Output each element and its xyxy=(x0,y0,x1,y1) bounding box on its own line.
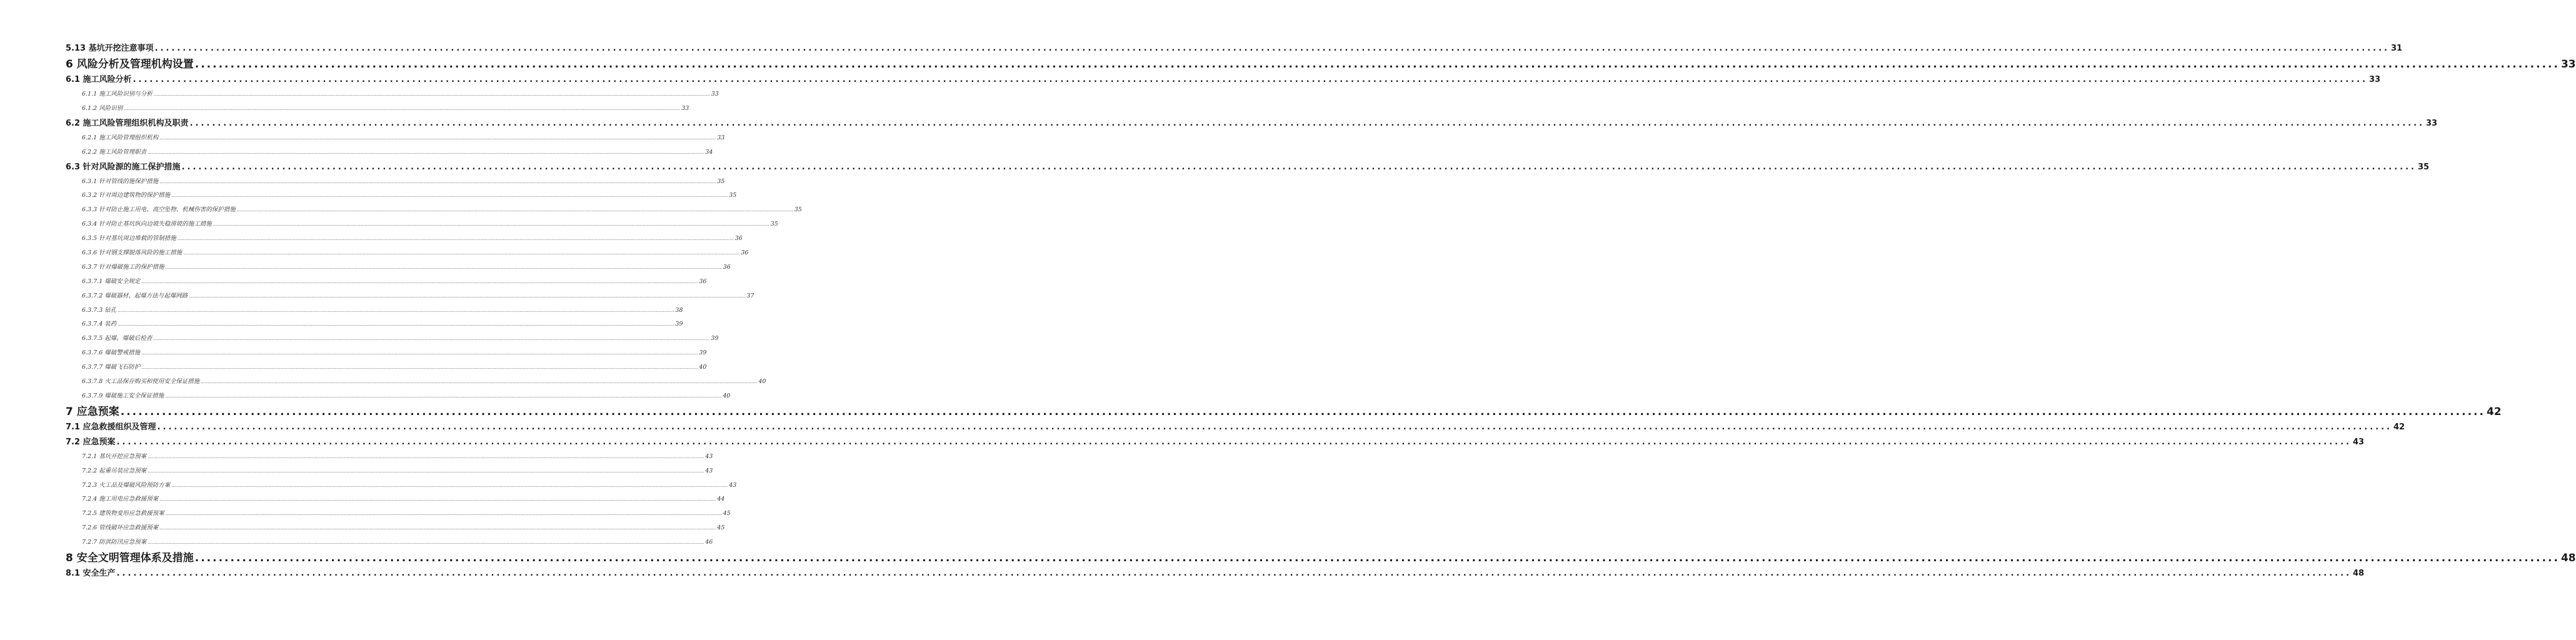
toc-entry-title: 6 风险分析及管理机构设置 xyxy=(66,58,194,71)
toc-entry-title: 7.2.1 基坑开挖应急预案 xyxy=(82,452,147,460)
dot-leader: ................................................................................................................................................................................................................................................................................................................................................................................................................ xyxy=(154,44,2390,53)
toc-entry-title: 6.2.2 施工风险管理职责 xyxy=(82,148,147,156)
dot-leader: ................................................................................................................................................................................................................................................................................................................................................................................................................ xyxy=(213,222,769,228)
toc-entry-page-number: 35 xyxy=(770,221,778,228)
toc-entry-level-3[interactable] xyxy=(66,318,683,332)
toc-entry-page-number: 43 xyxy=(705,452,713,460)
toc-entry-title: 5.13 基坑开挖注意事项 xyxy=(66,44,154,53)
toc-entry-title: 6.3.7.1 爆破安全规定 xyxy=(82,278,141,285)
toc-entry-title: 6.3.7.9 爆破施工安全保证措施 xyxy=(82,392,164,399)
toc-entry-page-number: 35 xyxy=(717,178,725,185)
toc-entry-page-number: 39 xyxy=(675,321,683,328)
toc-entry-page-number: 33 xyxy=(2560,58,2576,71)
dot-leader: ................................................................................................................................................................................................................................................................................................................................................................................................................ xyxy=(194,58,2560,71)
toc-entry-page-number: 34 xyxy=(705,148,713,156)
dot-leader: ................................................................................................................................................................................................................................................................................................................................................................................................................ xyxy=(116,569,2352,579)
dot-leader: ................................................................................................................................................................................................................................................................................................................................................................................................................ xyxy=(157,422,2392,432)
toc-entry-page-number: 33 xyxy=(2368,75,2381,84)
toc-entry-title: 6.3.7 针对爆破施工的保护措施 xyxy=(82,263,164,271)
toc-entry-page-number: 35 xyxy=(2417,162,2430,172)
toc-entry-level-2[interactable] xyxy=(66,420,2405,435)
toc-entry-level-3[interactable] xyxy=(66,88,719,102)
dot-leader: ................................................................................................................................................................................................................................................................................................................................................................................................................ xyxy=(148,149,704,155)
dot-leader: ................................................................................................................................................................................................................................................................................................................................................................................................................ xyxy=(141,365,698,371)
toc-entry-title: 6.2.1 施工风险管理组织机构 xyxy=(82,134,159,141)
toc-entry-title: 6.3.3 针对防止施工用电、高空坠物、机械伤害的保护措施 xyxy=(82,206,236,214)
toc-entry-title: 8 安全文明管理体系及措施 xyxy=(66,552,194,565)
toc-entry-level-3[interactable] xyxy=(66,346,707,361)
dot-leader: ................................................................................................................................................................................................................................................................................................................................................................................................................ xyxy=(141,351,698,356)
dot-leader: ................................................................................................................................................................................................................................................................................................................................................................................................................ xyxy=(118,322,674,328)
toc-entry-level-3[interactable] xyxy=(66,375,766,389)
toc-entry-level-3[interactable] xyxy=(66,102,689,116)
toc-entry-level-3[interactable] xyxy=(66,175,725,189)
dot-leader: ................................................................................................................................................................................................................................................................................................................................................................................................................ xyxy=(165,393,722,399)
dot-leader: ................................................................................................................................................................................................................................................................................................................................................................................................................ xyxy=(181,162,2417,172)
toc-entry-page-number: 36 xyxy=(741,249,749,256)
toc-entry-title: 7.2.3 火工品及爆破风险预防方案 xyxy=(82,481,171,489)
toc-entry-page-number: 43 xyxy=(705,467,713,474)
toc-entry-title: 7 应急预案 xyxy=(66,405,119,418)
toc-entry-page-number: 33 xyxy=(717,134,725,141)
toc-entry-level-1[interactable] xyxy=(66,550,2576,566)
toc-entry-level-3[interactable] xyxy=(66,479,737,493)
toc-entry-title: 8.1 安全生产 xyxy=(66,569,116,579)
toc-entry-title: 6.3.7.8 火工品保存购买和使用安全保证措施 xyxy=(82,378,200,386)
toc-entry-level-3[interactable] xyxy=(66,232,743,246)
toc-entry-page-number: 40 xyxy=(699,364,707,371)
toc-entry-page-number: 39 xyxy=(711,335,719,342)
toc-entry-level-1[interactable] xyxy=(66,56,2576,72)
toc-entry-title: 6.3.7.7 爆破飞石防护 xyxy=(82,364,141,371)
toc-entry-page-number: 35 xyxy=(729,192,737,199)
dot-leader: ................................................................................................................................................................................................................................................................................................................................................................................................................ xyxy=(148,540,704,546)
toc-entry-page-number: 44 xyxy=(717,496,725,503)
dot-leader: ................................................................................................................................................................................................................................................................................................................................................................................................................ xyxy=(133,75,2368,84)
toc-entry-level-3[interactable] xyxy=(66,361,707,375)
toc-entry-level-3[interactable] xyxy=(66,304,683,318)
dot-leader: ................................................................................................................................................................................................................................................................................................................................................................................................................ xyxy=(116,437,2352,447)
toc-entry-level-2[interactable] xyxy=(66,116,2438,131)
toc-entry-page-number: 39 xyxy=(699,349,707,357)
toc-entry-title: 7.2 应急预案 xyxy=(66,437,116,447)
toc-entry-level-3[interactable] xyxy=(66,218,778,232)
toc-entry-page-number: 43 xyxy=(729,481,737,489)
toc-entry-title: 6.3.7.2 爆破器材、起爆方法与起爆网路 xyxy=(82,292,188,299)
dot-leader: ................................................................................................................................................................................................................................................................................................................................................................................................................ xyxy=(171,482,728,488)
toc-entry-level-3[interactable] xyxy=(66,246,749,261)
toc-entry-level-3[interactable] xyxy=(66,492,725,507)
toc-entry-title: 7.2.4 施工用电应急救援预案 xyxy=(82,496,159,503)
toc-entry-title: 7.2.2 起重吊装应急预案 xyxy=(82,467,147,474)
dot-leader: ................................................................................................................................................................................................................................................................................................................................................................................................................ xyxy=(148,468,704,474)
toc-entry-page-number: 48 xyxy=(2352,569,2365,579)
dot-leader: ................................................................................................................................................................................................................................................................................................................................................................................................................ xyxy=(118,308,674,313)
toc-entry-page-number: 31 xyxy=(2391,44,2403,53)
toc-entry-level-1[interactable] xyxy=(66,404,2502,420)
toc-entry-page-number: 36 xyxy=(723,263,731,271)
toc-entry-title: 6.3.4 针对防止基坑纵向边坡失稳滑坡的施工措施 xyxy=(82,221,212,228)
toc-entry-title: 7.2.5 建筑物变形应急救援预案 xyxy=(82,510,164,518)
dot-leader: ................................................................................................................................................................................................................................................................................................................................................................................................................ xyxy=(153,336,710,342)
toc-entry-level-3[interactable] xyxy=(66,131,725,146)
dot-leader: ................................................................................................................................................................................................................................................................................................................................................................................................................ xyxy=(189,118,2425,128)
dot-leader: ................................................................................................................................................................................................................................................................................................................................................................................................................ xyxy=(201,379,758,385)
toc-entry-level-3[interactable] xyxy=(66,275,707,289)
dot-leader: ................................................................................................................................................................................................................................................................................................................................................................................................................ xyxy=(177,236,734,242)
toc-entry-page-number: 43 xyxy=(2352,437,2365,447)
toc-entry-page-number: 33 xyxy=(2425,118,2438,128)
dot-leader: ................................................................................................................................................................................................................................................................................................................................................................................................................ xyxy=(194,552,2560,565)
toc-entry-level-3[interactable] xyxy=(66,289,754,304)
toc-entry-page-number: 36 xyxy=(699,278,707,285)
toc-entry-level-3[interactable] xyxy=(66,507,731,521)
toc-entry-title: 6.2 施工风险管理组织机构及职责 xyxy=(66,118,189,128)
dot-leader: ................................................................................................................................................................................................................................................................................................................................................................................................................ xyxy=(236,208,793,213)
toc-entry-level-3[interactable] xyxy=(66,332,719,346)
toc-entry-level-2[interactable] xyxy=(66,435,2365,450)
toc-entry-title: 6.1.2 风险识别 xyxy=(82,104,123,112)
toc-entry-title: 6.3.5 针对基坑周边堆载的管制措施 xyxy=(82,235,176,242)
toc-entry-title: 6.3.7.5 起爆、爆破后检查 xyxy=(82,335,153,342)
toc-entry-level-2[interactable] xyxy=(66,41,2403,56)
dot-leader: ................................................................................................................................................................................................................................................................................................................................................................................................................ xyxy=(124,106,681,111)
toc-entry-page-number: 45 xyxy=(717,524,725,532)
toc-entry-page-number: 42 xyxy=(2486,405,2502,418)
toc-entry-level-3[interactable] xyxy=(66,464,713,479)
dot-leader: ................................................................................................................................................................................................................................................................................................................................................................................................................ xyxy=(183,251,740,256)
dot-leader: ................................................................................................................................................................................................................................................................................................................................................................................................................ xyxy=(148,454,704,459)
toc-entry-page-number: 35 xyxy=(794,206,802,214)
toc-entry-page-number: 36 xyxy=(734,235,743,242)
table-of-contents xyxy=(66,41,2576,581)
toc-entry-title: 7.1 应急救援组织及管理 xyxy=(66,422,156,432)
toc-entry-title: 6.3.2 针对周边建筑物的保护措施 xyxy=(82,192,171,199)
toc-entry-title: 6.3.7.6 爆破警戒措施 xyxy=(82,349,141,357)
toc-entry-level-3[interactable] xyxy=(66,521,725,536)
toc-entry-page-number: 42 xyxy=(2393,422,2405,432)
toc-entry-title: 6.3.7.3 钻孔 xyxy=(82,306,117,314)
toc-entry-page-number: 48 xyxy=(2560,552,2576,565)
toc-entry-level-2[interactable] xyxy=(66,72,2381,88)
toc-entry-page-number: 33 xyxy=(681,104,689,112)
dot-leader: ................................................................................................................................................................................................................................................................................................................................................................................................................ xyxy=(159,135,716,141)
toc-entry-level-3[interactable] xyxy=(66,203,802,218)
toc-entry-title: 6.3.1 针对管线的施保护措施 xyxy=(82,178,159,185)
toc-entry-level-3[interactable] xyxy=(66,389,731,404)
toc-entry-title: 7.2.7 防洪防汛应急预案 xyxy=(82,539,147,546)
toc-entry-page-number: 40 xyxy=(723,392,731,399)
dot-leader: ................................................................................................................................................................................................................................................................................................................................................................................................................ xyxy=(165,264,722,270)
toc-entry-page-number: 40 xyxy=(758,378,766,386)
toc-entry-level-3[interactable] xyxy=(66,536,713,550)
toc-entry-level-2[interactable] xyxy=(66,160,2430,175)
toc-entry-title: 6.1 施工风险分析 xyxy=(66,75,132,84)
toc-entry-level-3[interactable] xyxy=(66,261,731,275)
dot-leader: ................................................................................................................................................................................................................................................................................................................................................................................................................ xyxy=(153,91,710,97)
dot-leader: ................................................................................................................................................................................................................................................................................................................................................................................................................ xyxy=(165,511,722,517)
toc-entry-level-2[interactable] xyxy=(66,566,2365,581)
toc-entry-title: 6.3.6 针对钢支撑脱落风险的施工措施 xyxy=(82,249,183,256)
toc-entry-title: 6.3 针对风险源的施工保护措施 xyxy=(66,162,181,172)
toc-entry-level-3[interactable] xyxy=(66,146,713,160)
dot-leader: ................................................................................................................................................................................................................................................................................................................................................................................................................ xyxy=(171,193,728,199)
dot-leader: ................................................................................................................................................................................................................................................................................................................................................................................................................ xyxy=(120,405,2485,418)
dot-leader: ................................................................................................................................................................................................................................................................................................................................................................................................................ xyxy=(159,497,716,502)
dot-leader: ................................................................................................................................................................................................................................................................................................................................................................................................................ xyxy=(159,179,716,184)
toc-entry-page-number: 38 xyxy=(675,306,683,314)
toc-entry-page-number: 45 xyxy=(723,510,731,518)
toc-entry-title: 6.3.7.4 装药 xyxy=(82,321,117,328)
toc-entry-page-number: 46 xyxy=(705,539,713,546)
dot-leader: ................................................................................................................................................................................................................................................................................................................................................................................................................ xyxy=(141,279,698,284)
toc-entry-level-3[interactable] xyxy=(66,450,713,464)
toc-entry-title: 7.2.6 管线破坏应急救援预案 xyxy=(82,524,159,532)
dot-leader: ................................................................................................................................................................................................................................................................................................................................................................................................................ xyxy=(159,526,716,531)
toc-entry-level-3[interactable] xyxy=(66,189,737,203)
toc-entry-page-number: 37 xyxy=(746,292,754,299)
dot-leader: ................................................................................................................................................................................................................................................................................................................................................................................................................ xyxy=(189,293,746,299)
toc-entry-page-number: 33 xyxy=(711,90,719,98)
toc-entry-title: 6.1.1 施工风险识别与分析 xyxy=(82,90,153,98)
